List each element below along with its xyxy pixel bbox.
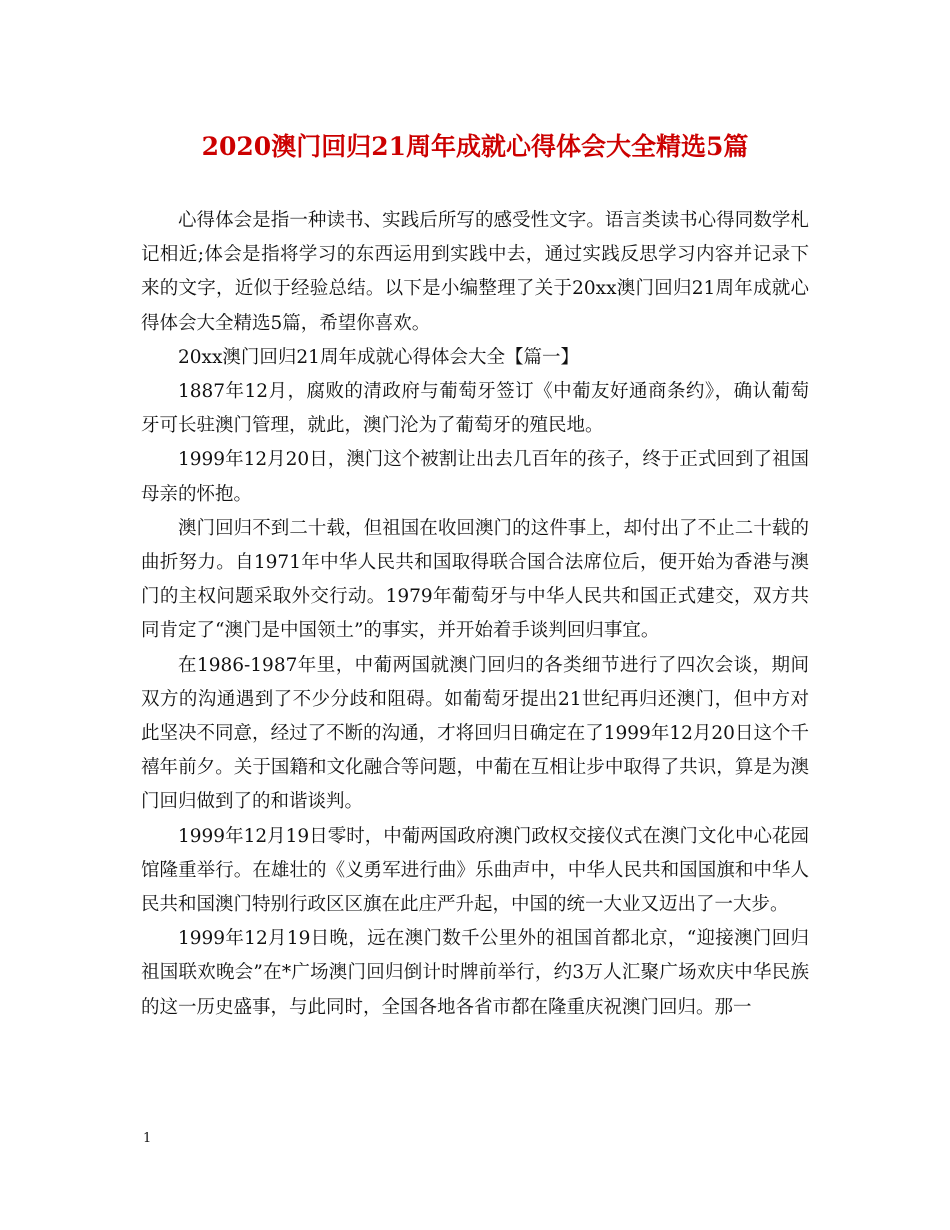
section-heading: 20xx澳门回归21周年成就心得体会大全【篇一】 (178, 346, 579, 368)
paragraph: 1887年12月，腐败的清政府与葡萄牙签订《中葡友好通商条约》，确认葡萄牙可长驻澳门管理，就此，澳门沦为了葡萄牙的殖民地。 (141, 381, 809, 437)
paragraph: 在1986-1987年里，中葡两国就澳门回归的各类细节进行了四次会谈，期间双方的沟通遇到了不少分歧和阻碍。如葡萄牙提出21世纪再归还澳门，但中方对此坚决不同意，经过了不断的沟通，才将回归日确定在了1999年12月20日这个千禧年前夕。关于国籍和文化融合等问题，中葡在互相让步中取得了共识，算是为澳门回归做到了的和谐谈判。 (141, 654, 809, 813)
document-body (141, 204, 809, 1025)
paragraph: 1999年12月20日，澳门这个被割让出去几百年的孩子，终于正式回到了祖国母亲的怀抱。 (141, 449, 809, 505)
paragraph-intro: 心得体会是指一种读书、实践后所写的感受性文字。语言类读书心得同数学札记相近;体会是指将学习的东西运用到实践中去，通过实践反思学习内容并记录下来的文字，近似于经验总结。以下是小编整理了关于20xx澳门回归21周年成就心得体会大全精选5篇，希望你喜欢。 (141, 210, 809, 334)
paragraph: 澳门回归不到二十载，但祖国在收回澳门的这件事上，却付出了不止二十载的曲折努力。自1971年中华人民共和国取得联合国合法席位后，便开始为香港与澳门的主权问题采取外交行动。1979年葡萄牙与中华人民共和国正式建交，双方共同肯定了“澳门是中国领土”的事实，并开始着手谈判回归事宜。 (141, 517, 809, 642)
document-title: 2020澳门回归21周年成就心得体会大全精选5篇 (201, 132, 749, 161)
paragraph: 1999年12月19日零时，中葡两国政府澳门政权交接仪式在澳门文化中心花园馆隆重举行。在雄壮的《义勇军进行曲》乐曲声中，中华人民共和国国旗和中华人民共和国澳门特别行政区区旗在此庄严升起，中国的统一大业又迈出了一大步。 (141, 825, 809, 916)
paragraph: 1999年12月19日晚，远在澳门数千公里外的祖国首都北京，“迎接澳门回归祖国联欢晚会”在*广场澳门回归倒计时牌前举行，约3万人汇聚广场欢庆中华民族的这一历史盛事，与此同时，全国各地各省市都在隆重庆祝澳门回归。那一 (141, 928, 809, 1018)
page-number: 1 (143, 1131, 152, 1146)
